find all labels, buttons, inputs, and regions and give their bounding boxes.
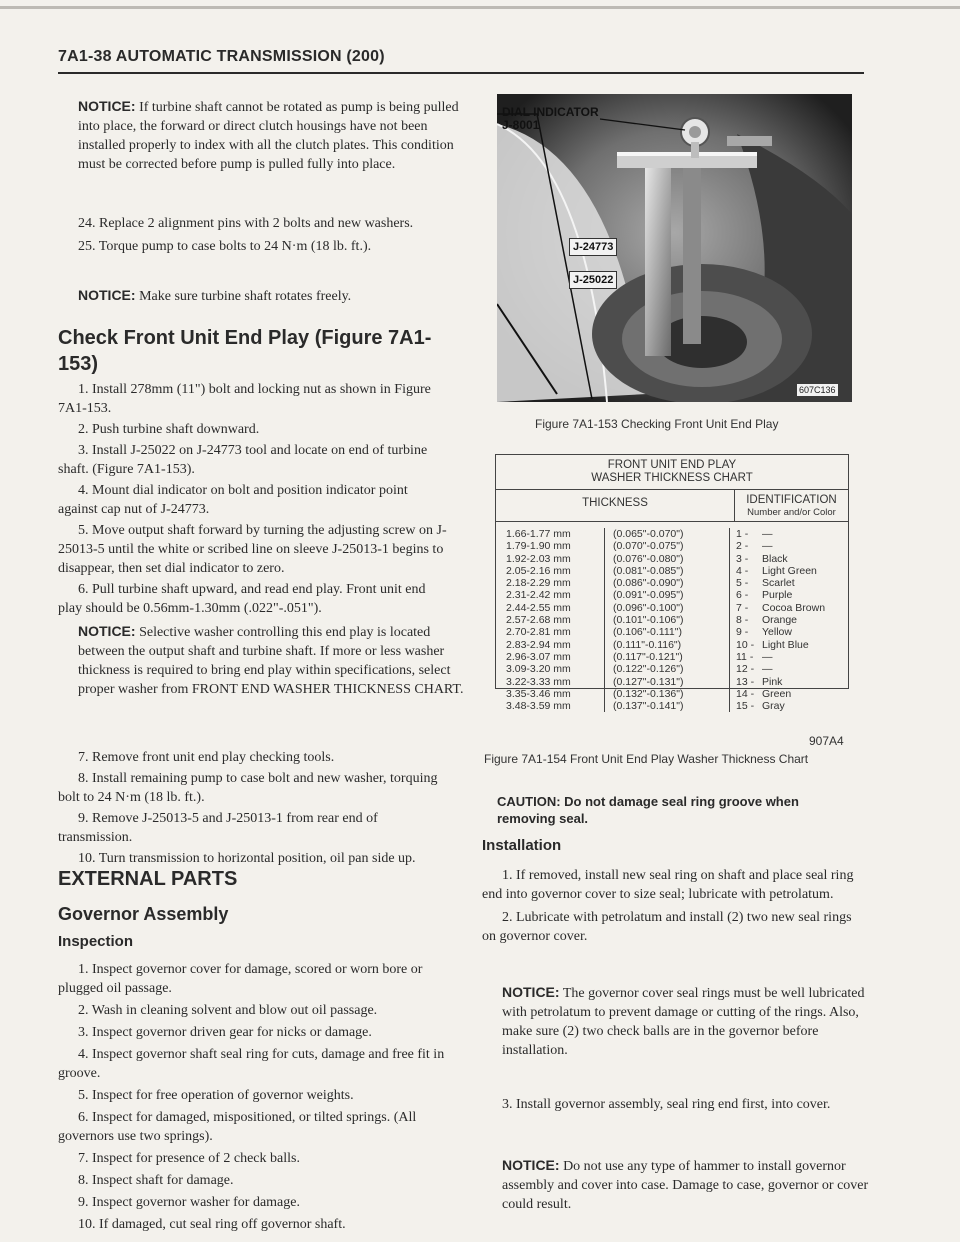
steps-24-25 xyxy=(58,214,448,256)
chart-cell-inch: (0.117"-0.121") xyxy=(613,650,683,663)
j8001-text: J-8001 xyxy=(502,118,540,132)
col-mm xyxy=(496,528,605,712)
chart-cell-num: 9 - xyxy=(736,626,749,639)
dial-indicator-label xyxy=(502,106,599,132)
check-steps xyxy=(58,380,448,618)
chart-cell-inch: (0.065"-0.070") xyxy=(613,528,684,540)
notice-text: Selective washer controlling this end play is located between the output shaft and turbine shaft. If more or less washer thickness is required to bring end play within specifications, select proper washer from FRONT END WASHER THICKNESS CHART. xyxy=(78,625,464,697)
chart-title xyxy=(496,455,848,490)
notice-turbine-free xyxy=(58,286,484,306)
col-header-thickness: THICKNESS xyxy=(496,490,735,521)
chart-cell-mm: 2.31-2.42 mm xyxy=(506,589,571,602)
notice-selective-washer xyxy=(58,622,484,699)
chart-cell-color: Scarlet xyxy=(762,577,795,590)
chart-cell-color: Purple xyxy=(762,589,793,602)
chart-cell-mm: 2.05-2.16 mm xyxy=(506,564,571,577)
col-color xyxy=(762,528,848,712)
chart-title-line-1: FRONT UNIT END PLAY xyxy=(607,459,737,471)
chart-cell-color: Pink xyxy=(762,675,783,688)
later-step: 8. Install remaining pump to case bolt and new washer, torquing bolt to 24 N·m (18 lb. ft.). xyxy=(58,771,438,805)
chart-cell-inch: (0.111"-0.116") xyxy=(613,638,682,651)
chart-cell-inch: (0.070"-0.075") xyxy=(613,540,684,553)
chart-cell-mm: 2.70-2.81 mm xyxy=(506,626,571,639)
page-header-title: 7A1-38 AUTOMATIC TRANSMISSION (200) xyxy=(58,48,385,65)
chart-cell-color: Orange xyxy=(762,614,798,627)
inspection-step: 1. Inspect governor cover for damage, scored or worn bore or plugged oil passage. xyxy=(58,962,423,996)
inspection-steps xyxy=(58,960,448,1234)
chart-cell-num: 11 - xyxy=(736,650,754,663)
chart-cell-num: 10 - xyxy=(736,638,755,651)
heading-inspection: Inspection xyxy=(58,933,134,950)
chart-caption: Figure 7A1-154 Front Unit End Play Washer Thickness Chart xyxy=(484,752,809,766)
chart-cell-inch: (0.122"-0.126") xyxy=(613,663,684,676)
inspection-step: 5. Inspect for free operation of governor weights. xyxy=(78,1088,354,1103)
notice-label: NOTICE: xyxy=(78,98,136,114)
install-step: 3. Install governor assembly, seal ring end first, into cover. xyxy=(502,1097,831,1112)
notice-text: Do not use any type of hammer to install governor assembly and cover into case. Damage to case, governor or cover could result. xyxy=(502,1159,869,1212)
chart-cell-num: 15 - xyxy=(736,700,755,713)
caution-seal-groove: CAUTION: Do not damage seal ring groove when removing seal. xyxy=(497,794,799,826)
figure-code: 607C136 xyxy=(799,385,836,395)
chart-cell-inch: (0.132"-0.136") xyxy=(613,687,684,700)
later-step: 10. Turn transmission to horizontal position, oil pan side up. xyxy=(78,851,416,866)
inspection-step: 10. If damaged, cut seal ring off governor shaft. xyxy=(78,1217,346,1232)
chart-cell-num: 12 - xyxy=(736,663,755,676)
notice-text: If turbine shaft cannot be rotated as pump is being pulled into place, the forward or direct clutch housings have not been installed properly to index with all the clutch plates. This condition must be corrected before pump is pulled fully into place. xyxy=(78,100,459,172)
col-header-identification xyxy=(735,490,848,521)
chart-cell-inch: (0.076"-0.080") xyxy=(613,552,684,565)
install-steps xyxy=(482,866,864,946)
chart-cell-color: Light Blue xyxy=(762,638,809,651)
chart-cell-color: — xyxy=(762,663,773,676)
chart-title-line-2: WASHER THICKNESS CHART xyxy=(591,472,753,484)
chart-cell-num: 7 - xyxy=(736,601,749,614)
washer-thickness-chart xyxy=(495,454,849,713)
figure-153-photo xyxy=(497,94,852,402)
chart-cell-mm: 2.44-2.55 mm xyxy=(506,601,571,614)
col-inch xyxy=(605,528,730,712)
notice-label: NOTICE: xyxy=(502,984,560,1000)
inspection-step: 3. Inspect governor driven gear for nicks or damage. xyxy=(78,1025,372,1040)
chart-cell-color: — xyxy=(762,540,773,553)
chart-cell-color: Black xyxy=(762,552,788,565)
dial-indicator-text: DIAL INDICATOR xyxy=(502,105,599,119)
header-rule xyxy=(58,72,864,74)
chart-cell-inch: (0.081"-0.085") xyxy=(613,564,684,577)
inspection-step: 2. Wash in cleaning solvent and blow out oil passage. xyxy=(78,1003,378,1018)
notice-label: NOTICE: xyxy=(78,623,136,639)
heading-check-front-unit: Check Front Unit End Play (Figure 7A1-153) xyxy=(58,327,432,375)
chart-cell-inch: (0.127"-0.131") xyxy=(613,675,684,688)
inspection-step: 6. Inspect for damaged, mispositioned, or tilted springs. (All governors use two springs). xyxy=(58,1110,417,1144)
notice-turbine-rotation xyxy=(58,97,484,174)
inspection-step: 8. Inspect shaft for damage. xyxy=(78,1173,234,1188)
chart-cell-num: 4 - xyxy=(736,564,749,577)
heading-governor-assembly: Governor Assembly xyxy=(58,904,229,924)
chart-cell-inch: (0.137"-0.141") xyxy=(613,700,684,713)
later-steps xyxy=(58,748,448,868)
step-25: 25. Torque pump to case bolts to 24 N·m (18 lb. ft.). xyxy=(78,239,372,254)
chart-cell-inch: (0.101"-0.106") xyxy=(613,614,684,627)
heading-external-parts: EXTERNAL PARTS xyxy=(58,868,238,890)
chart-cell-color: Yellow xyxy=(762,626,792,639)
check-step: 6. Pull turbine shaft upward, and read end play. Front unit end play should be 0.56mm-1.30mm (.022"-.051"). xyxy=(58,582,426,616)
chart-cell-mm: 1.79-1.90 mm xyxy=(506,540,571,553)
later-step: 9. Remove J-25013-5 and J-25013-1 from rear end of transmission. xyxy=(58,811,378,845)
col-header-ident-sub: Number and/or Color xyxy=(747,507,836,518)
step-24: 24. Replace 2 alignment pins with 2 bolts and new washers. xyxy=(78,216,414,231)
check-step: 1. Install 278mm (11") bolt and locking nut as shown in Figure 7A1-153. xyxy=(58,382,431,416)
chart-cell-mm: 3.48-3.59 mm xyxy=(506,700,571,713)
heading-installation: Installation xyxy=(482,837,562,854)
notice-label: NOTICE: xyxy=(78,287,136,303)
col-num xyxy=(730,528,762,712)
chart-cell-color: — xyxy=(762,650,773,663)
chart-cell-num: 2 - xyxy=(736,540,749,553)
chart-cell-color: — xyxy=(762,528,773,540)
chart-cell-mm: 2.57-2.68 mm xyxy=(506,614,571,627)
notice-text: Make sure turbine shaft rotates freely. xyxy=(139,289,352,304)
chart-cell-color: Cocoa Brown xyxy=(762,601,826,614)
chart-cell-num: 5 - xyxy=(736,577,749,590)
inspection-step: 9. Inspect governor washer for damage. xyxy=(78,1195,300,1210)
chart-code: 907A4 xyxy=(809,734,844,748)
chart-cell-mm: 3.09-3.20 mm xyxy=(506,663,571,676)
chart-cell-inch: (0.096"-0.100") xyxy=(613,601,684,614)
chart-cell-color: Green xyxy=(762,687,792,700)
chart-cell-inch: (0.091"-0.095") xyxy=(613,589,684,602)
chart-cell-mm: 2.83-2.94 mm xyxy=(506,638,571,651)
transmission-photo-illustration xyxy=(497,94,852,402)
chart-cell-color: Gray xyxy=(762,700,785,713)
notice-hammer xyxy=(482,1156,900,1214)
chart-body xyxy=(496,522,848,712)
chart-header-row xyxy=(496,490,848,522)
chart-cell-num: 1 - xyxy=(736,528,749,540)
chart-cell-mm: 1.66-1.77 mm xyxy=(506,528,571,540)
notice-text: The governor cover seal rings must be well lubricated with petrolatum to prevent damage or cutting of the rings. Also, make sure (2) two check balls are in the governor before installation. xyxy=(502,986,865,1058)
check-step: 4. Mount dial indicator on bolt and position indicator point against cap nut of J-24773. xyxy=(58,483,408,517)
col-header-ident-text: IDENTIFICATION xyxy=(746,494,837,506)
inspection-step: 7. Inspect for presence of 2 check balls. xyxy=(78,1151,300,1166)
chart-cell-num: 8 - xyxy=(736,614,749,627)
top-edge-line xyxy=(0,6,960,9)
notice-seal-rings xyxy=(482,983,900,1060)
chart-cell-mm: 1.92-2.03 mm xyxy=(506,552,571,565)
chart-cell-num: 14 - xyxy=(736,687,755,700)
install-step-3 xyxy=(482,1095,864,1114)
check-step: 3. Install J-25022 on J-24773 tool and locate on end of turbine shaft. (Figure 7A1-153). xyxy=(58,443,428,477)
chart-cell-mm: 3.35-3.46 mm xyxy=(506,687,571,700)
chart-cell-inch: (0.086"-0.090") xyxy=(613,577,684,590)
notice-label: NOTICE: xyxy=(502,1157,560,1173)
chart-cell-mm: 3.22-3.33 mm xyxy=(506,675,571,688)
chart-cell-mm: 2.18-2.29 mm xyxy=(506,577,571,590)
tool-label-j25022: J-25022 xyxy=(569,271,617,289)
check-step: 2. Push turbine shaft downward. xyxy=(78,422,260,437)
chart-cell-inch: (0.106"-0.111") xyxy=(613,626,682,639)
later-step: 7. Remove front unit end play checking tools. xyxy=(78,750,335,765)
check-step: 5. Move output shaft forward by turning the adjusting screw on J-25013-5 until the white or scribed line on sleeve J-25013-1 begins to disappear, then set dial indicator to zero. xyxy=(58,523,447,576)
inspection-step: 4. Inspect governor shaft seal ring for cuts, damage and free fit in groove. xyxy=(58,1047,445,1081)
chart-cell-num: 6 - xyxy=(736,589,749,602)
chart-cell-num: 13 - xyxy=(736,675,755,688)
chart-cell-num: 3 - xyxy=(736,552,749,565)
figure-153-caption: Figure 7A1-153 Checking Front Unit End Play xyxy=(535,417,779,431)
install-step: 2. Lubricate with petrolatum and install (2) two new seal rings on governor cover. xyxy=(482,910,852,944)
install-step: 1. If removed, install new seal ring on shaft and place seal ring end into governor cover to size seal; lubricate with petrolatum. xyxy=(482,868,854,902)
chart-cell-color: Light Green xyxy=(762,564,817,577)
chart-cell-mm: 2.96-3.07 mm xyxy=(506,650,571,663)
tool-label-j24773: J-24773 xyxy=(569,238,617,256)
